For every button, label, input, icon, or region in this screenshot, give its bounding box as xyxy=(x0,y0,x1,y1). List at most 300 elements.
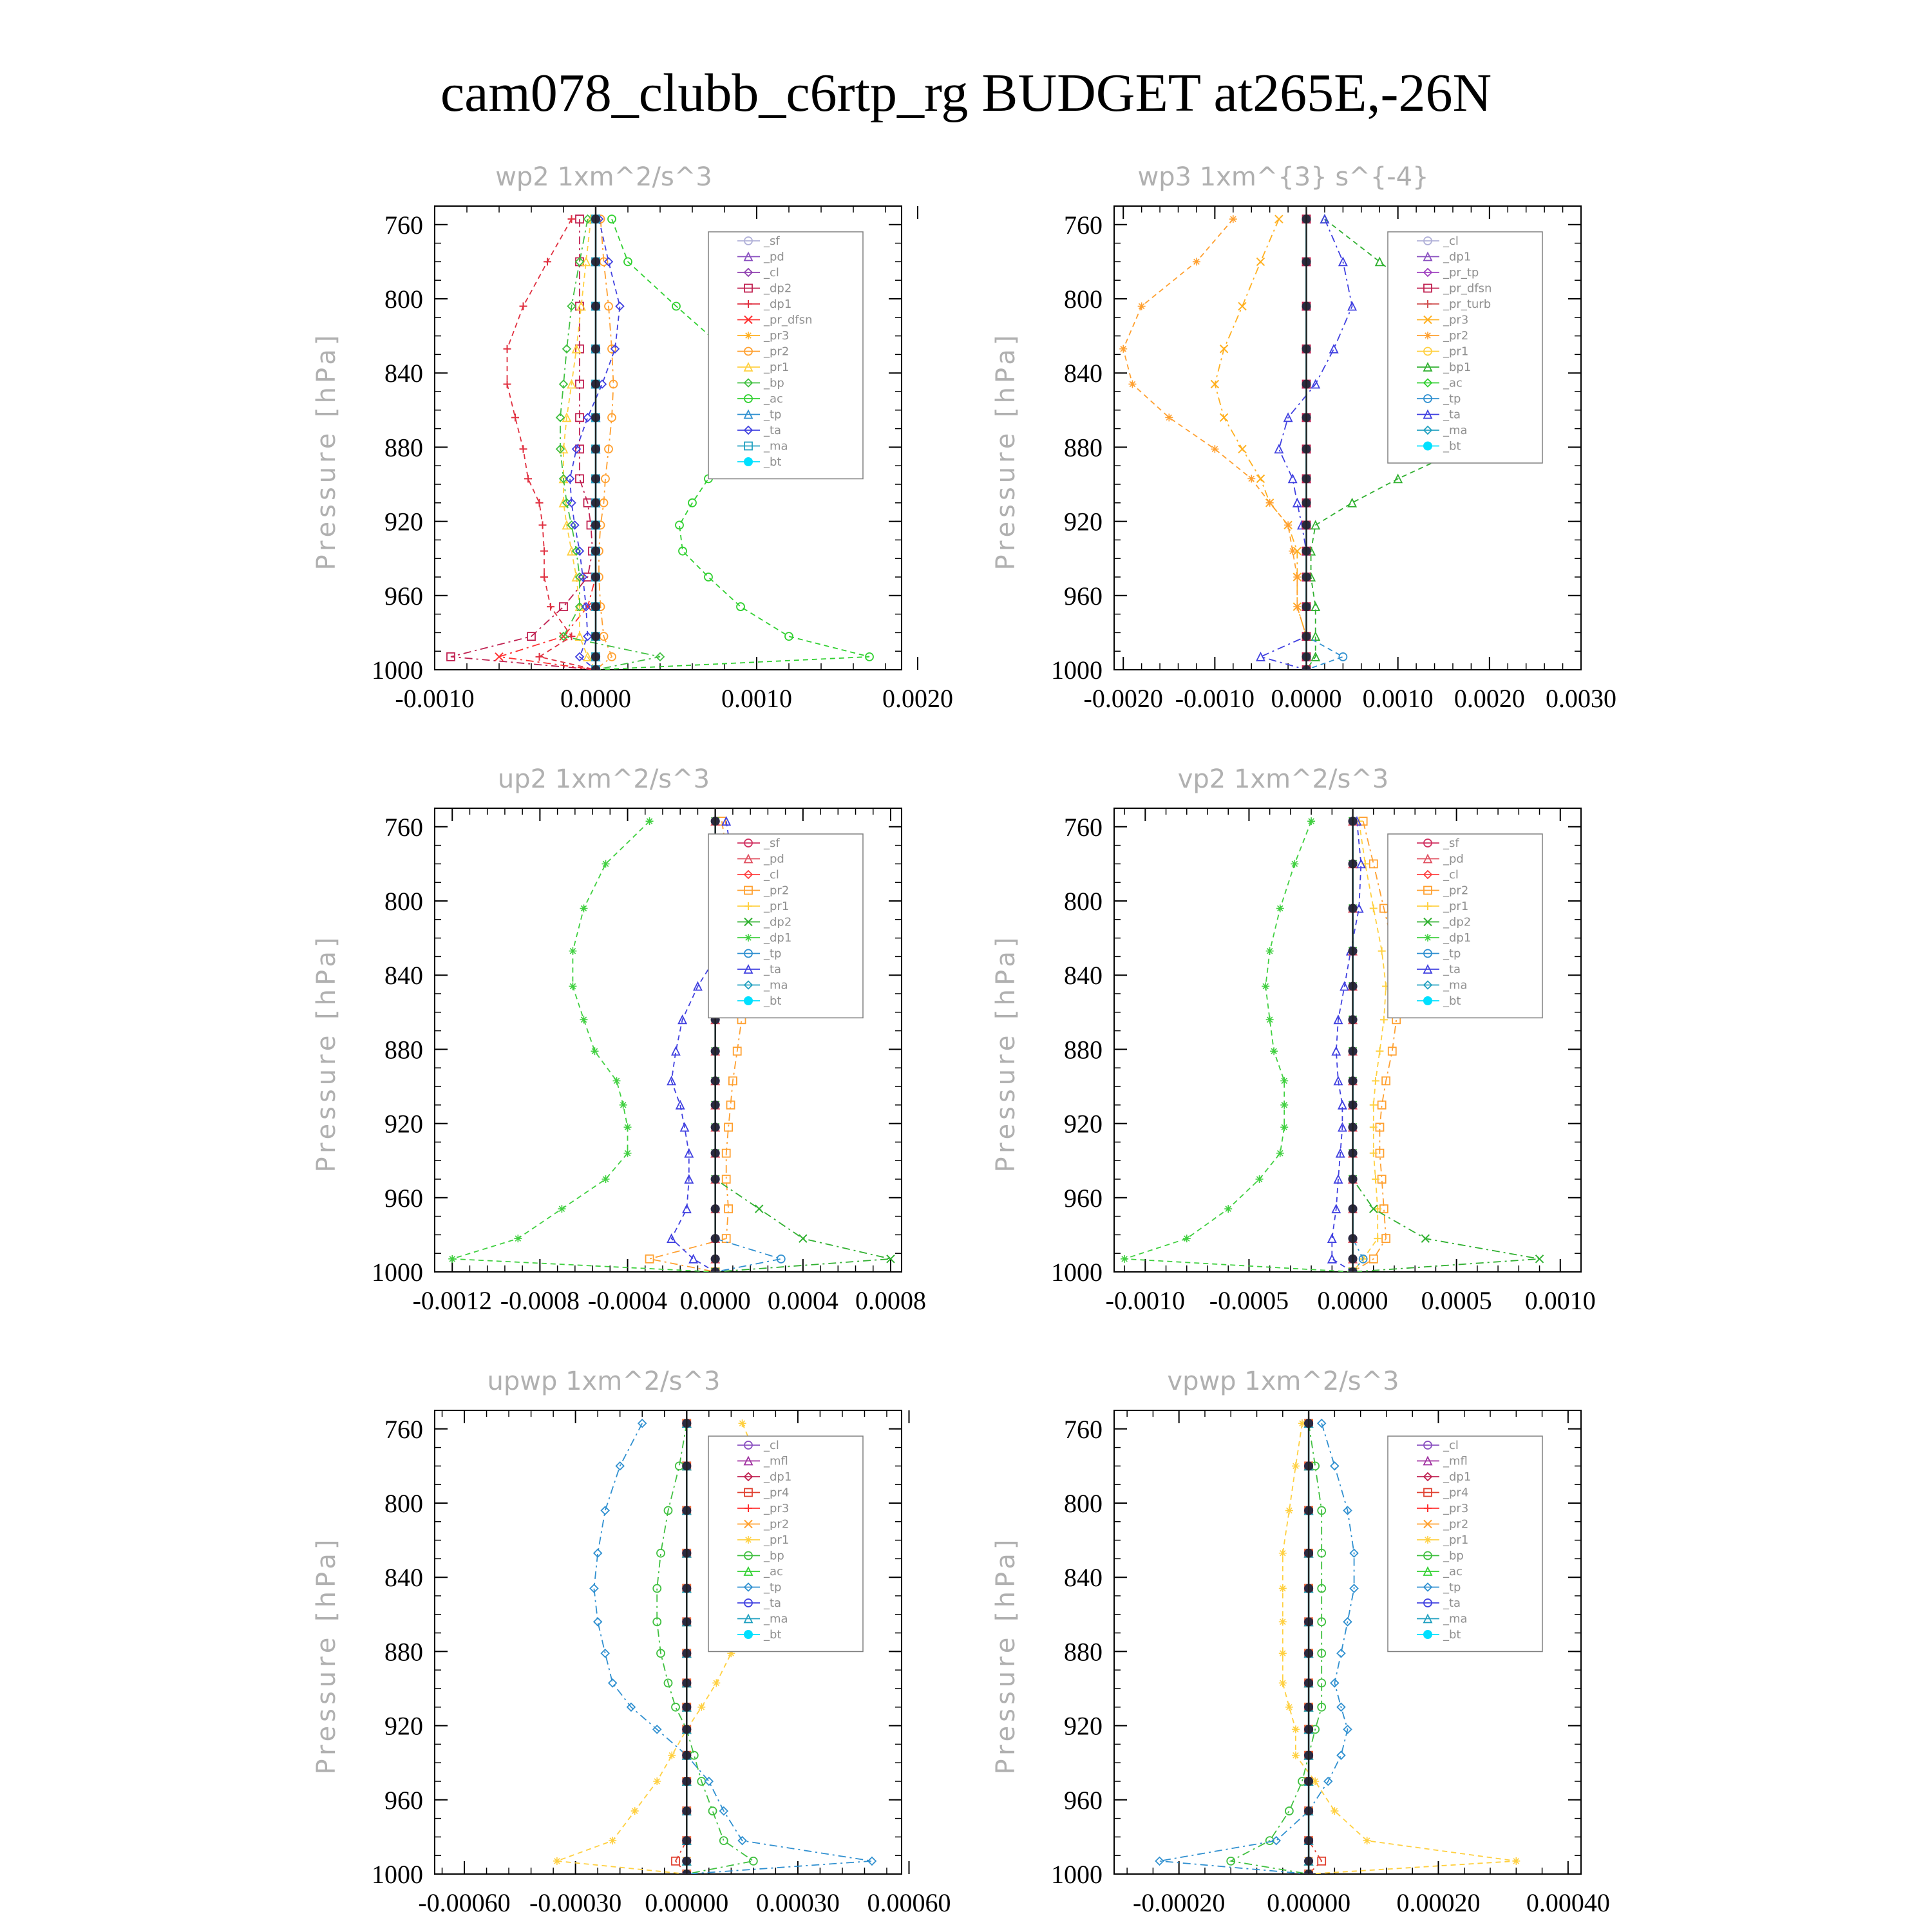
data-point_pr1 xyxy=(1279,1549,1287,1557)
data-point_dp1 xyxy=(624,1150,632,1157)
series-line_tp xyxy=(1160,1423,1354,1874)
data-point_bp xyxy=(653,1584,661,1592)
data-point_bp1 xyxy=(1312,603,1320,611)
data-point_dp1 xyxy=(580,1016,587,1023)
data-point_pr2 xyxy=(646,1255,654,1263)
series-line_dp1 xyxy=(1124,821,1353,1272)
series-line_tp xyxy=(1307,219,1343,670)
chart-panel-2 xyxy=(991,162,1616,713)
series-line_dp2 xyxy=(451,219,596,670)
y-tick-label: 800 xyxy=(384,887,423,916)
y-tick-label: 800 xyxy=(1064,285,1103,314)
legend-entry: _pr2 xyxy=(764,345,790,359)
x-tick-label: -0.00020 xyxy=(1133,1888,1226,1917)
data-point_dp1 xyxy=(448,1255,456,1263)
legend-entry: _pr1 xyxy=(1443,345,1469,359)
data-point_dp1 xyxy=(1121,1255,1128,1263)
y-tick-label: 840 xyxy=(1064,961,1103,990)
y-tick-label: 760 xyxy=(384,1414,423,1444)
data-point_pr2 xyxy=(724,1123,732,1131)
y-axis-label: Pressure [hPa] xyxy=(991,331,1021,571)
y-tick-label: 960 xyxy=(384,1785,423,1815)
legend-entry: _pr1 xyxy=(764,361,790,374)
data-point_pr2 xyxy=(1193,258,1200,265)
legend-entry: _pr3 xyxy=(764,329,790,343)
legend-marker xyxy=(1424,1536,1432,1544)
legend-entry: _ta xyxy=(764,1596,782,1610)
series-line_tp xyxy=(1353,821,1363,1272)
data-point_pr2 xyxy=(1138,303,1146,310)
legend-marker xyxy=(744,934,752,942)
data-point_dp1 xyxy=(624,1123,632,1131)
legend-marker xyxy=(744,1536,752,1544)
data-point_pr3 xyxy=(1211,380,1218,388)
y-tick-label: 920 xyxy=(1064,507,1103,536)
y-tick-label: 960 xyxy=(384,1183,423,1213)
data-point_pr3 xyxy=(1238,445,1246,453)
data-point_pr1 xyxy=(1512,1857,1520,1865)
legend-entry: _tp xyxy=(764,1580,782,1595)
data-point_pr2 xyxy=(1284,521,1292,529)
data-point_bp xyxy=(709,1807,717,1815)
legend-entry: _cl xyxy=(1443,1439,1459,1452)
series-line_pr3 xyxy=(1215,219,1306,670)
y-tick-label: 1000 xyxy=(372,1258,423,1287)
legend-entry: _dp2 xyxy=(764,915,792,929)
data-point_pr1 xyxy=(1285,1703,1293,1711)
y-axis-label: Pressure [hPa] xyxy=(991,933,1021,1173)
panel-title: upwp 1xm^2/s^3 xyxy=(487,1367,721,1396)
data-point_dp1 xyxy=(569,982,576,990)
legend-entry: _cl xyxy=(1443,234,1459,248)
data-point_dp2 xyxy=(1536,1255,1544,1263)
legend-entry: _pr3 xyxy=(1443,1502,1469,1515)
x-tick-label: 0.0010 xyxy=(721,684,792,713)
legend-entry: _pr2 xyxy=(764,884,790,898)
panel-title: wp2 1xm^2/s^3 xyxy=(495,162,712,192)
y-tick-label: 840 xyxy=(1064,359,1103,388)
legend-marker xyxy=(1424,332,1432,339)
legend-entry: _ma xyxy=(764,978,788,992)
data-point_dp1 xyxy=(1307,817,1315,825)
legend-entry: _mfl xyxy=(1443,1454,1468,1468)
main-title: cam078_clubb_c6rtp_rg BUDGET at265E,-26N xyxy=(440,63,1492,123)
x-tick-label: -0.0008 xyxy=(500,1286,580,1315)
data-point_bp1 xyxy=(1349,499,1356,507)
data-point_tp xyxy=(1331,1462,1338,1470)
data-point_ta xyxy=(683,1205,690,1213)
y-tick-label: 840 xyxy=(384,1563,423,1593)
data-point_pr1 xyxy=(1376,1047,1383,1055)
legend-entry: _bp xyxy=(1443,1549,1464,1563)
data-point_pr1 xyxy=(1372,1077,1379,1084)
legend-entry: _pr3 xyxy=(764,1502,790,1515)
x-tick-label: 0.0010 xyxy=(1524,1286,1596,1315)
data-point_pr_dfsn xyxy=(495,653,503,661)
y-tick-label: 880 xyxy=(384,1637,423,1667)
y-tick-label: 800 xyxy=(384,285,423,314)
y-tick-label: 1000 xyxy=(372,1860,423,1889)
legend-entry: _bp xyxy=(764,1549,784,1563)
x-tick-label: 0.0030 xyxy=(1546,684,1616,713)
y-tick-label: 840 xyxy=(384,359,423,388)
data-point_pr1 xyxy=(1292,1752,1300,1759)
data-point_dp1 xyxy=(1262,982,1269,990)
data-point_ta xyxy=(584,413,592,421)
legend-entry: _ma xyxy=(1443,978,1468,992)
x-tick-label: 0.00000 xyxy=(645,1888,729,1917)
legend-marker xyxy=(744,1630,753,1639)
panel-title: up2 1xm^2/s^3 xyxy=(497,764,710,794)
data-point_pr1 xyxy=(1380,1016,1388,1023)
legend-marker xyxy=(744,996,753,1005)
data-point_bp xyxy=(672,1703,679,1711)
y-tick-label: 880 xyxy=(1064,433,1103,462)
data-point_pr1 xyxy=(1331,1807,1338,1815)
y-tick-label: 1000 xyxy=(372,656,423,685)
data-point_ta xyxy=(1328,1255,1336,1263)
legend-entry: _pr_dfsn xyxy=(1443,281,1492,296)
x-tick-label: 0.00030 xyxy=(755,1888,840,1917)
data-point_pr2 xyxy=(723,1175,730,1183)
legend-entry: _pr_dfsn xyxy=(764,313,813,327)
legend-marker xyxy=(1423,1630,1432,1639)
chart-panel-6 xyxy=(991,1367,1610,1917)
data-point_dp2 xyxy=(755,1205,763,1213)
data-point_pr3 xyxy=(1275,215,1283,223)
legend-entry: _tp xyxy=(764,408,782,422)
y-axis-label: Pressure [hPa] xyxy=(312,331,341,571)
series-line_dp1 xyxy=(507,219,596,670)
data-point_pr1 xyxy=(712,1679,720,1687)
legend-entry: _pr_tp xyxy=(1443,266,1479,279)
panel-title: vpwp 1xm^2/s^3 xyxy=(1167,1367,1399,1396)
data-point_pr1 xyxy=(1363,1837,1371,1844)
data-point_ta xyxy=(1330,345,1338,353)
data-point_pr3 xyxy=(1220,345,1228,353)
data-point_dp1 xyxy=(1183,1235,1191,1242)
y-tick-label: 760 xyxy=(1064,812,1103,842)
data-point_dp1 xyxy=(568,215,576,223)
legend-entry: _ma xyxy=(1443,424,1468,437)
legend-marker xyxy=(1424,934,1432,942)
legend-entry: _pr1 xyxy=(1443,900,1469,913)
x-tick-label: -0.0012 xyxy=(412,1286,492,1315)
data-point_pr1 xyxy=(553,1857,561,1865)
legend-marker xyxy=(1423,996,1432,1005)
data-point_dp1 xyxy=(1270,1047,1278,1055)
chart-panel-5 xyxy=(312,1367,951,1917)
legend-entry: _ac xyxy=(764,1565,783,1578)
legend-entry: _pr2 xyxy=(764,1517,790,1531)
data-point_pr2 xyxy=(1293,603,1301,611)
legend-entry: _ac xyxy=(764,392,783,406)
legend-entry: _pr1 xyxy=(1443,1533,1469,1547)
legend-entry: _pd xyxy=(1443,852,1464,866)
y-tick-label: 760 xyxy=(1064,210,1103,240)
legend-entry: _ta xyxy=(764,963,782,976)
data-point_tp xyxy=(1318,1419,1325,1427)
y-tick-label: 880 xyxy=(1064,1035,1103,1065)
legend-entry: _ma xyxy=(1443,1612,1468,1626)
data-point_pr1 xyxy=(609,1837,616,1844)
data-point_dp1 xyxy=(547,603,554,611)
y-tick-label: 800 xyxy=(1064,1489,1103,1518)
x-tick-label: -0.00030 xyxy=(529,1888,622,1917)
data-point_pr1 xyxy=(739,1419,746,1427)
y-tick-label: 880 xyxy=(384,1035,423,1065)
data-point_pr2 xyxy=(1266,499,1274,507)
data-point_dp1 xyxy=(620,1101,627,1109)
legend-entry: _pr2 xyxy=(1443,1517,1469,1531)
data-point_dp1 xyxy=(1276,905,1284,913)
data-point_pr1 xyxy=(1370,1101,1378,1109)
data-point_pr1 xyxy=(1374,1235,1381,1242)
data-point_pr1 xyxy=(668,1752,676,1759)
data-point_ac xyxy=(785,632,793,640)
y-axis-label: Pressure [hPa] xyxy=(312,1535,341,1775)
data-point_tp xyxy=(601,1507,609,1515)
legend-entry: _cl xyxy=(1443,868,1459,882)
data-point_dp1 xyxy=(520,445,527,453)
legend-entry: _tp xyxy=(1443,1580,1461,1595)
data-point_ta xyxy=(1328,1235,1336,1242)
data-point_pr2 xyxy=(1128,380,1136,388)
data-point_ac xyxy=(705,573,712,581)
legend-entry: _cl xyxy=(764,266,779,279)
data-point_dp1 xyxy=(536,499,544,507)
data-point_ta xyxy=(1275,445,1283,453)
y-tick-label: 760 xyxy=(1064,1414,1103,1444)
data-point_pr2 xyxy=(1229,215,1237,223)
y-tick-label: 1000 xyxy=(1051,1860,1103,1889)
legend-entry: _bt xyxy=(764,994,782,1008)
data-point_pr1 xyxy=(1279,1618,1287,1625)
x-tick-label: -0.0010 xyxy=(1175,684,1255,713)
data-point_dp1 xyxy=(558,1205,565,1213)
data-point_tp xyxy=(1155,1857,1163,1865)
data-point_pr2 xyxy=(1119,345,1127,353)
x-tick-label: -0.00060 xyxy=(418,1888,511,1917)
data-point_pr1 xyxy=(653,1777,661,1785)
data-point_bp xyxy=(720,1837,728,1844)
data-point_dp1 xyxy=(1266,1016,1274,1023)
data-point_pr2 xyxy=(1289,547,1296,555)
x-tick-label: 0.00000 xyxy=(1267,1888,1351,1917)
legend-entry: _bt xyxy=(1443,994,1461,1008)
legend-marker xyxy=(744,332,752,339)
legend-entry: _pr2 xyxy=(1443,329,1469,343)
data-point_pr1 xyxy=(1370,905,1378,913)
x-tick-label: 0.0005 xyxy=(1421,1286,1492,1315)
data-point_dp1 xyxy=(544,258,551,265)
legend-entry: _sf xyxy=(1443,837,1459,850)
y-tick-label: 760 xyxy=(384,210,423,240)
x-tick-label: 0.0004 xyxy=(767,1286,838,1315)
data-point_pr1 xyxy=(1378,947,1386,955)
data-point_ac xyxy=(737,603,744,611)
x-tick-label: 0.0010 xyxy=(1362,684,1434,713)
data-point_dp1 xyxy=(504,380,511,388)
series-line_pr2 xyxy=(596,219,614,670)
data-point_pr1 xyxy=(697,1703,705,1711)
data-point_ta xyxy=(1321,215,1329,223)
data-point_pr1 xyxy=(1292,1725,1300,1733)
data-point_dp1 xyxy=(1280,1101,1288,1109)
x-tick-label: 0.0000 xyxy=(679,1286,751,1315)
legend-entry: _cl xyxy=(764,868,779,882)
legend-entry: _pr4 xyxy=(764,1486,790,1500)
x-tick-label: 0.0000 xyxy=(560,684,631,713)
legend-entry: _dp2 xyxy=(764,281,792,296)
data-point_dp1 xyxy=(536,653,544,661)
legend-entry: _bt xyxy=(764,455,782,469)
y-tick-label: 920 xyxy=(1064,1711,1103,1741)
x-tick-label: -0.0010 xyxy=(1105,1286,1185,1315)
data-point_dp1 xyxy=(540,573,548,581)
y-tick-label: 880 xyxy=(1064,1637,1103,1667)
x-tick-label: -0.0005 xyxy=(1209,1286,1289,1315)
data-point_dp1 xyxy=(520,303,527,310)
x-tick-label: -0.0020 xyxy=(1083,684,1163,713)
legend-marker xyxy=(744,457,753,466)
y-tick-label: 960 xyxy=(1064,1183,1103,1213)
data-point_pr3 xyxy=(1238,303,1246,310)
data-point_ta xyxy=(1289,475,1296,482)
data-point_pr1 xyxy=(1279,1584,1287,1592)
data-point_pr3 xyxy=(1256,475,1264,482)
legend-entry: _pr2 xyxy=(1443,884,1469,898)
x-tick-label: 0.0000 xyxy=(1271,684,1342,713)
legend-entry: _ta xyxy=(1443,1596,1461,1610)
data-point_pr3 xyxy=(1256,258,1264,265)
legend-entry: _tp xyxy=(1443,392,1461,406)
legend-entry: _pr1 xyxy=(764,1533,790,1547)
data-point_dp1 xyxy=(569,947,576,955)
data-point_tp xyxy=(1339,653,1347,661)
legend-entry: _tp xyxy=(764,947,782,961)
panels xyxy=(312,162,1616,1917)
y-tick-label: 960 xyxy=(1064,581,1103,611)
chart-panel-1 xyxy=(312,162,953,713)
y-tick-label: 920 xyxy=(384,507,423,536)
y-tick-label: 760 xyxy=(384,812,423,842)
series-line_pr1 xyxy=(1353,821,1387,1272)
legend-entry: _ta xyxy=(1443,963,1461,976)
y-tick-label: 880 xyxy=(384,433,423,462)
series-line_bp xyxy=(560,219,660,670)
legend-entry: _dp1 xyxy=(764,298,792,311)
series-line_pr_dfsn xyxy=(499,219,596,670)
panel-title: vp2 1xm^2/s^3 xyxy=(1177,764,1389,794)
data-point_dp1 xyxy=(1224,1205,1232,1213)
data-point_tp xyxy=(638,1419,646,1427)
x-tick-label: -0.0010 xyxy=(395,684,475,713)
y-tick-label: 960 xyxy=(1064,1785,1103,1815)
data-point_dp1 xyxy=(1276,1150,1284,1157)
x-tick-label: 0.0008 xyxy=(855,1286,926,1315)
data-point_dp1 xyxy=(580,905,587,913)
y-tick-label: 1000 xyxy=(1051,1258,1103,1287)
legend-entry: _ma xyxy=(764,439,788,453)
data-point_dp1 xyxy=(601,860,609,867)
legend-entry: _dp1 xyxy=(1443,1470,1472,1484)
data-point_pr2 xyxy=(1165,413,1173,421)
data-point_pr1 xyxy=(1279,1679,1287,1687)
data-point_dp1 xyxy=(539,521,547,529)
data-point_pr1 xyxy=(631,1807,639,1815)
y-axis-label: Pressure [hPa] xyxy=(312,933,341,1173)
chart-panel-3 xyxy=(312,764,926,1315)
y-tick-label: 840 xyxy=(384,961,423,990)
data-point_ta xyxy=(1256,653,1264,661)
legend-entry: _dp1 xyxy=(1443,250,1472,264)
data-point_dp1 xyxy=(511,413,519,421)
data-point_pr3 xyxy=(1220,413,1228,421)
x-tick-label: 0.00040 xyxy=(1526,1888,1610,1917)
legend-entry: _ac xyxy=(1443,1565,1463,1578)
data-point_pr2 xyxy=(1370,860,1378,867)
x-tick-label: -0.0004 xyxy=(587,1286,668,1315)
y-tick-label: 1000 xyxy=(1051,656,1103,685)
data-point_dp1 xyxy=(591,1047,598,1055)
legend-entry: _bt xyxy=(1443,439,1461,453)
data-point_pr1 xyxy=(1285,1507,1293,1515)
legend-entry: _dp1 xyxy=(764,1470,792,1484)
legend-marker xyxy=(1423,442,1432,451)
x-tick-label: 0.0000 xyxy=(1317,1286,1388,1315)
legend-entry: _bp1 xyxy=(1443,361,1472,374)
y-tick-label: 840 xyxy=(1064,1563,1103,1593)
x-tick-label: 0.00060 xyxy=(867,1888,951,1917)
panel-title: wp3 1xm^{3} s^{-4} xyxy=(1137,162,1429,192)
legend-entry: _ta xyxy=(1443,408,1461,422)
data-point_dp1 xyxy=(1266,947,1274,955)
legend-entry: _mfl xyxy=(764,1454,788,1468)
data-point_bp xyxy=(1285,1807,1293,1815)
legend-entry: _sf xyxy=(764,837,780,850)
legend-entry: _dp1 xyxy=(764,931,792,945)
data-point_tp xyxy=(601,1649,609,1657)
data-point_bp xyxy=(690,1752,698,1759)
data-point_dp2 xyxy=(799,1235,807,1242)
data-point_tp xyxy=(1337,1752,1345,1759)
x-tick-label: 0.00020 xyxy=(1396,1888,1481,1917)
data-point_ac xyxy=(608,215,616,223)
legend-entry: _pr3 xyxy=(1443,313,1469,327)
legend-entry: _bp xyxy=(764,376,784,390)
data-point_dp1 xyxy=(1280,1077,1288,1084)
series-line_pr4 xyxy=(1309,1423,1321,1874)
y-tick-label: 920 xyxy=(384,1109,423,1139)
data-point_dp1 xyxy=(524,475,532,482)
legend-entry: _pd xyxy=(764,852,784,866)
y-tick-label: 920 xyxy=(384,1711,423,1741)
data-point_pr2 xyxy=(1247,475,1255,482)
legend-entry: _cl xyxy=(764,1439,779,1452)
y-tick-label: 920 xyxy=(1064,1109,1103,1139)
data-point_dp1 xyxy=(504,345,511,353)
legend-entry: _pd xyxy=(764,250,784,264)
legend-entry: _ma xyxy=(764,1612,788,1626)
chart-panel-4 xyxy=(991,764,1596,1315)
x-tick-label: 0.0020 xyxy=(882,684,953,713)
legend-entry: _tp xyxy=(1443,947,1461,961)
data-point_dp1 xyxy=(1291,860,1298,867)
legend-entry: _pr4 xyxy=(1443,1486,1469,1500)
data-point_dp1 xyxy=(1256,1175,1264,1183)
legend-entry: _bt xyxy=(764,1628,782,1642)
